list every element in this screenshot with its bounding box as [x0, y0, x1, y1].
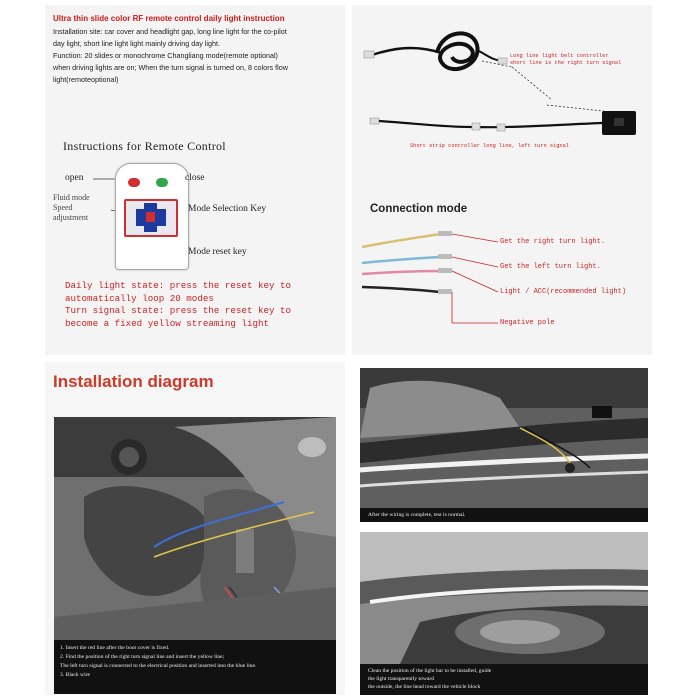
mode-reset-label: Mode reset key	[188, 247, 247, 257]
wiring-complete-caption: After the wiring is complete, test is normal.	[360, 508, 648, 522]
caption-line: the light transparently toward	[368, 676, 435, 682]
note-line: Turn signal state: press the reset key to	[65, 305, 292, 316]
installation-steps	[54, 640, 336, 694]
connection-label-acc: Light / ACC(recommended light)	[500, 288, 627, 296]
instruction-panel	[45, 5, 345, 355]
wiring-panel	[352, 5, 652, 355]
install-step: 1. Insert the red line after the boot cover is fixed.	[60, 645, 170, 651]
instruction-line: Installation site: car cover and headlight gap, long line light for the co-pilot	[53, 27, 287, 36]
instruction-line: day light, short line light light mainly driving day light.	[53, 39, 220, 48]
wiring-note-line: Long line light belt controller	[510, 53, 609, 59]
install-step: 2. Find the position of the right turn signal line and insert the yellow line;	[60, 654, 225, 660]
adjustment-label: adjustment	[53, 213, 89, 222]
remote-instructions-title: Instructions for Remote Control	[63, 139, 226, 153]
mode-selection-label: Mode Selection Key	[188, 204, 267, 214]
connection-label-negative: Negative pole	[500, 319, 555, 327]
note-line: automatically loop 20 modes	[65, 292, 214, 304]
engine-bay-photo	[54, 404, 336, 666]
open-label: open	[65, 173, 84, 183]
fluid-mode-label: Fluid mode	[53, 193, 90, 202]
remote-control-image	[115, 163, 189, 270]
light-bar-install-photo	[360, 532, 648, 664]
speed-label: Speed	[53, 203, 73, 212]
wiring-complete-photo	[360, 368, 648, 508]
connection-label-left-turn: Get the left turn light.	[500, 263, 601, 271]
mode-pad-icon	[124, 199, 178, 237]
note-line: become a fixed yellow streaming light	[65, 317, 269, 329]
wiring-note	[510, 53, 621, 67]
caption-line: the outside, the line head toward the vehicle block	[368, 684, 481, 690]
wiring-bottom-note: Short strip controller long line, left turn signal	[410, 143, 569, 149]
installation-title: Installation diagram	[53, 372, 214, 391]
install-step: 3. Black wire	[60, 672, 90, 678]
installation-panel	[45, 362, 345, 695]
wiring-note-line: short line is the right turn signal	[510, 60, 622, 66]
caption-line: Clean the position of the light bar to be installed, guide	[368, 668, 492, 674]
instruction-line: when driving lights are on; When the turn signal is turned on, 8 colors flow	[53, 63, 288, 72]
close-label: close	[185, 173, 205, 183]
connection-mode-title: Connection mode	[370, 203, 468, 215]
note-line: Daily light state: press the reset key to	[65, 280, 292, 291]
light-bar-install-caption	[360, 664, 648, 695]
photos-panel	[352, 362, 652, 695]
instruction-title: Ultra thin slide color RF remote control daily light instruction	[53, 14, 285, 23]
close-button-icon	[156, 178, 168, 187]
instruction-line: Function: 20 slides or monochrome Changliang mode(remote optional)	[53, 51, 278, 60]
open-button-icon	[128, 178, 140, 187]
connection-label-right-turn: Get the right turn light.	[500, 238, 606, 246]
install-step: The left turn signal is connected to the electrical position and inserted into the blue line.	[60, 663, 257, 669]
instruction-line: light(remoteoptional)	[53, 75, 119, 84]
remote-usage-note	[65, 280, 340, 330]
